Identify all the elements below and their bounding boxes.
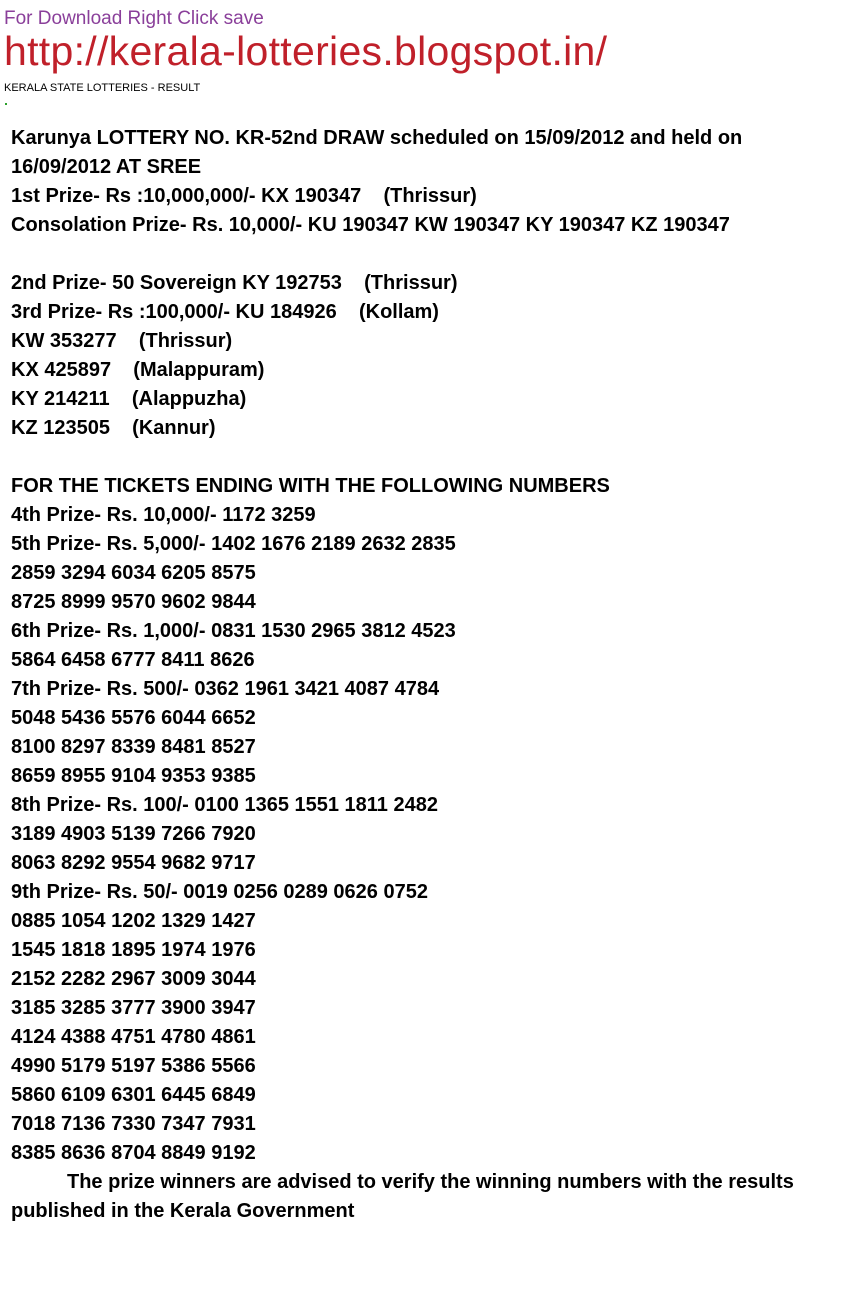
result-line: 16/09/2012 AT SREE (11, 156, 202, 178)
result-line: 9th Prize- Rs. 50/- 0019 0256 0289 0626 0752 (11, 881, 428, 903)
result-line: 7018 7136 7330 7347 7931 (11, 1113, 256, 1135)
result-line: 5860 6109 6301 6445 6849 (11, 1084, 256, 1106)
download-note: For Download Right Click save (4, 8, 264, 29)
result-line: 4th Prize- Rs. 10,000/- 1172 3259 (11, 504, 316, 526)
result-line: 5th Prize- Rs. 5,000/- 1402 1676 2189 2632 2835 (11, 533, 456, 555)
result-line: 8659 8955 9104 9353 9385 (11, 765, 256, 787)
blank-line (11, 240, 841, 269)
site-url-link[interactable]: http://kerala-lotteries.blogspot.in/ (4, 28, 608, 74)
result-line: KZ 123505 (Kannur) (11, 417, 216, 439)
result-line: KX 425897 (Malappuram) (11, 359, 265, 381)
result-line: 2152 2282 2967 3009 3044 (11, 968, 256, 990)
result-line: Karunya LOTTERY NO. KR-52nd DRAW scheduled on 15/09/2012 and held on (11, 127, 743, 149)
results-header-label: KERALA STATE LOTTERIES - RESULT (4, 82, 201, 94)
result-line: 4124 4388 4751 4780 4861 (11, 1026, 256, 1048)
result-line: KY 214211 (Alappuzha) (11, 388, 247, 410)
lottery-results-block (11, 124, 841, 1226)
result-line: 1545 1818 1895 1974 1976 (11, 939, 256, 961)
green-dot-mark (5, 103, 7, 105)
result-line: 7th Prize- Rs. 500/- 0362 1961 3421 4087 4784 (11, 678, 440, 700)
result-line: 8100 8297 8339 8481 8527 (11, 736, 256, 758)
result-line: 2859 3294 6034 6205 8575 (11, 562, 256, 584)
result-line: FOR THE TICKETS ENDING WITH THE FOLLOWING NUMBERS (11, 475, 610, 497)
results-lines (11, 124, 841, 1168)
result-line: 4990 5179 5197 5386 5566 (11, 1055, 256, 1077)
result-line: 8063 8292 9554 9682 9717 (11, 852, 256, 874)
result-line: KW 353277 (Thrissur) (11, 330, 233, 352)
result-line: 8385 8636 8704 8849 9192 (11, 1142, 256, 1164)
blank-line (11, 443, 841, 472)
verification-note: The prize winners are advised to verify the winning numbers with the results published in the Kerala Government (11, 1171, 794, 1222)
result-line: 3189 4903 5139 7266 7920 (11, 823, 256, 845)
result-line: 8th Prize- Rs. 100/- 0100 1365 1551 1811 2482 (11, 794, 438, 816)
result-line: Consolation Prize- Rs. 10,000/- KU 190347 KW 190347 KY 190347 KZ 190347 (11, 214, 730, 236)
result-line: 6th Prize- Rs. 1,000/- 0831 1530 2965 3812 4523 (11, 620, 456, 642)
result-line: 1st Prize- Rs :10,000,000/- KX 190347 (Thrissur) (11, 185, 477, 207)
result-line: 5048 5436 5576 6044 6652 (11, 707, 256, 729)
result-line: 5864 6458 6777 8411 8626 (11, 649, 255, 671)
result-line: 2nd Prize- 50 Sovereign KY 192753 (Thrissur) (11, 272, 458, 294)
result-line: 8725 8999 9570 9602 9844 (11, 591, 256, 613)
result-line: 0885 1054 1202 1329 1427 (11, 910, 256, 932)
result-line: 3185 3285 3777 3900 3947 (11, 997, 256, 1019)
result-line: 3rd Prize- Rs :100,000/- KU 184926 (Kollam) (11, 301, 439, 323)
